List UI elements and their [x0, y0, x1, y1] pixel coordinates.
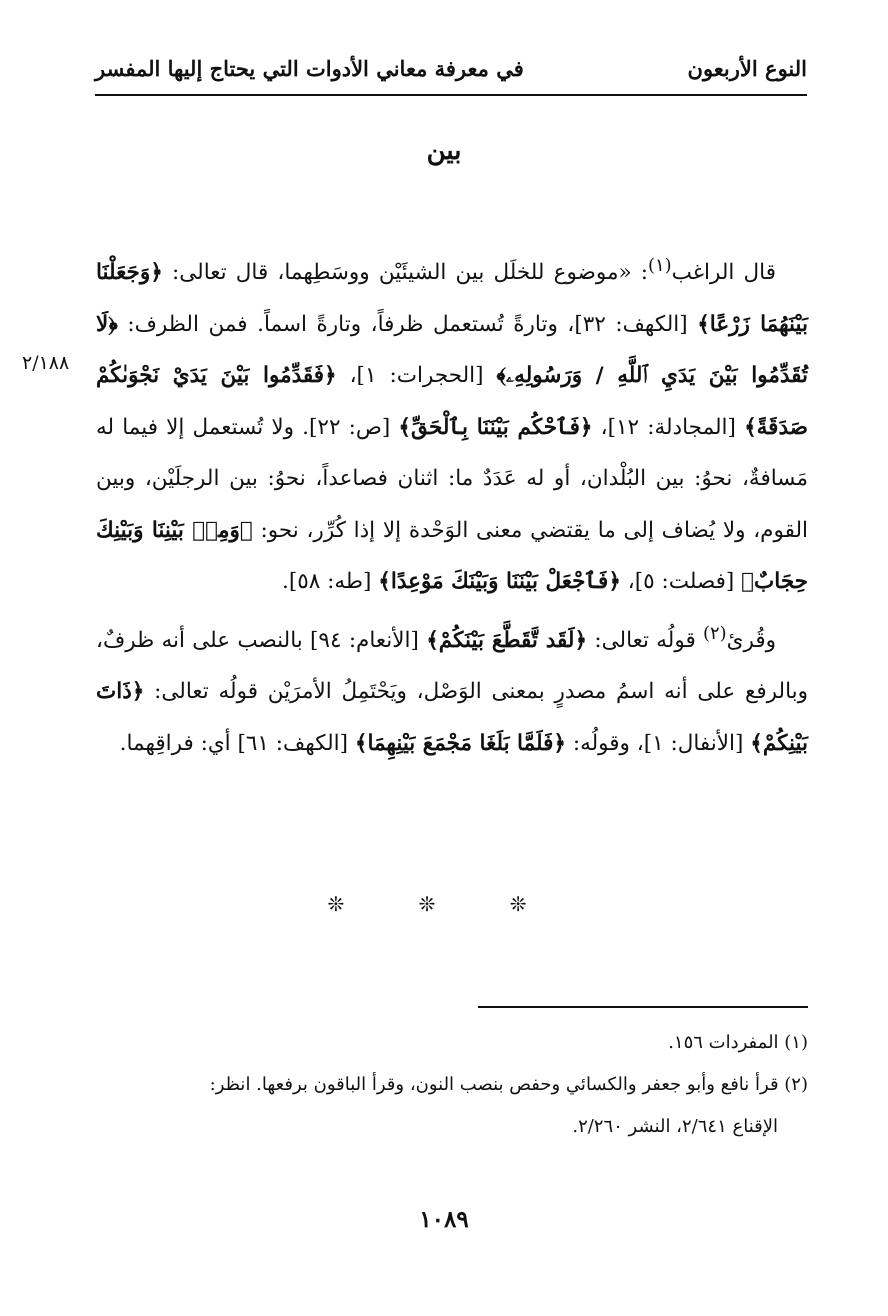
- text-segment: وقُرئ: [726, 627, 777, 653]
- footnote-marker-1: (١): [648, 255, 672, 276]
- text-segment: [الحجرات: ١]،: [336, 363, 497, 389]
- body-text: [96, 240, 808, 769]
- text-segment: [فصلت: ٥]،: [620, 569, 742, 595]
- running-header: [95, 50, 807, 96]
- paragraph-2: [96, 608, 808, 770]
- paragraph-1: [96, 240, 808, 608]
- text-segment: قولُه تعالى:: [587, 627, 704, 653]
- quran-verse: ﴿ذَاتَ بَيْنِكُمْ﴾: [96, 679, 808, 756]
- header-chapter: النوع الأربعون: [687, 56, 807, 81]
- footnote-2: (٢) قرأ نافع وأبو جعفر والكسائي وحفص بنصب النون، وقرأ الباقون برفعها. انظر:: [209, 1074, 808, 1095]
- text-segment: [ص: ٢٢]. ولا تُستعمل إلا فيما له مَسافةٌ، نحوُ: بين البُلْدان، أو له عَدَدٌ ما: اثنان فصاعداً، نحوُ: بين الرجلَيْن، وبين القوم، ولا يُضاف إلى ما يقتضي معنى الوَحْدة إلا إذا كُرِّر، نحو:: [96, 414, 808, 543]
- text-segment: [المجادلة: ١٢]،: [592, 414, 745, 440]
- footnotes: [96, 1024, 808, 1150]
- quran-verse: ﴿وَجَعَلْنَا بَيْنَهُمَا زَرْعًا﴾: [96, 260, 809, 337]
- text-segment: [الكهف: ٣٢]، وتارةً تُستعمل ظرفاً، وتارةً اسماً. فمن الظرف:: [117, 311, 698, 337]
- quran-verse: ﴿فَٱجْعَلْ بَيْنَنَا وَبَيْنَكَ مَوْعِدًا﴾: [378, 569, 621, 595]
- text-segment: [الكهف: ٦١] أي: فراقِهما.: [119, 730, 355, 756]
- quran-verse: ﴿فَٱحْكُم بَيْنَنَا بِٱلْحَقِّ﴾: [398, 414, 593, 440]
- text-segment: [الأنعام: ٩٤] بالنصب على أنه ظرفٌ، وبالرفع على أنه اسمُ مصدرٍ بمعنى الوَصْل، ويَحْتَمِلُ الأمرَيْن قولُه تعالى:: [96, 627, 808, 705]
- text-segment: قال الراغب: [671, 260, 776, 286]
- text-segment: : «موضوع للخلَل بين الشيئَيْن ووسَطِهما، قال تعالى:: [162, 260, 649, 286]
- footnote-1: (١) المفردات ١٥٦.: [668, 1032, 808, 1053]
- page-number: ١٠٨٩: [419, 1206, 469, 1233]
- quran-verse: ﴿لَا تُقَدِّمُوا بَيْنَ يَدَيِ ٱللَّهِ / وَرَسُولِهِۦ﴾: [96, 311, 808, 389]
- footnote-marker-2: (٢): [703, 622, 727, 644]
- footnote-2-continued: الإقناع ٢/٦٤١، النشر ٢/٢٦٠.: [572, 1116, 778, 1137]
- margin-reference: ٢/١٨٨: [22, 352, 70, 374]
- header-title: في معرفة معاني الأدوات التي يحتاج إليها المفسر: [95, 56, 524, 81]
- text-segment: [طه: ٥٨].: [281, 569, 379, 595]
- section-title: بين: [426, 136, 462, 166]
- quran-verse: ﴿فَقَدِّمُوا بَيْنَ يَدَيْ نَجْوَىٰكُمْ صَدَقَةً﴾: [96, 363, 809, 440]
- footnote-divider: [478, 1006, 808, 1008]
- section-separator: ❊ ❊ ❊: [327, 892, 561, 916]
- quran-verse: ﴿لَقَد تَّقَطَّعَ بَيْنَكُمْ﴾: [426, 627, 588, 653]
- text-segment: [الأنفال: ١]، وقولُه:: [566, 730, 751, 756]
- quran-verse: ﴿وَمِنۢ بَيْنِنَا وَبَيْنِكَ حِجَابٌ﴾: [96, 517, 808, 595]
- quran-verse: ﴿فَلَمَّا بَلَغَا مَجْمَعَ بَيْنِهِمَا﴾: [354, 730, 567, 756]
